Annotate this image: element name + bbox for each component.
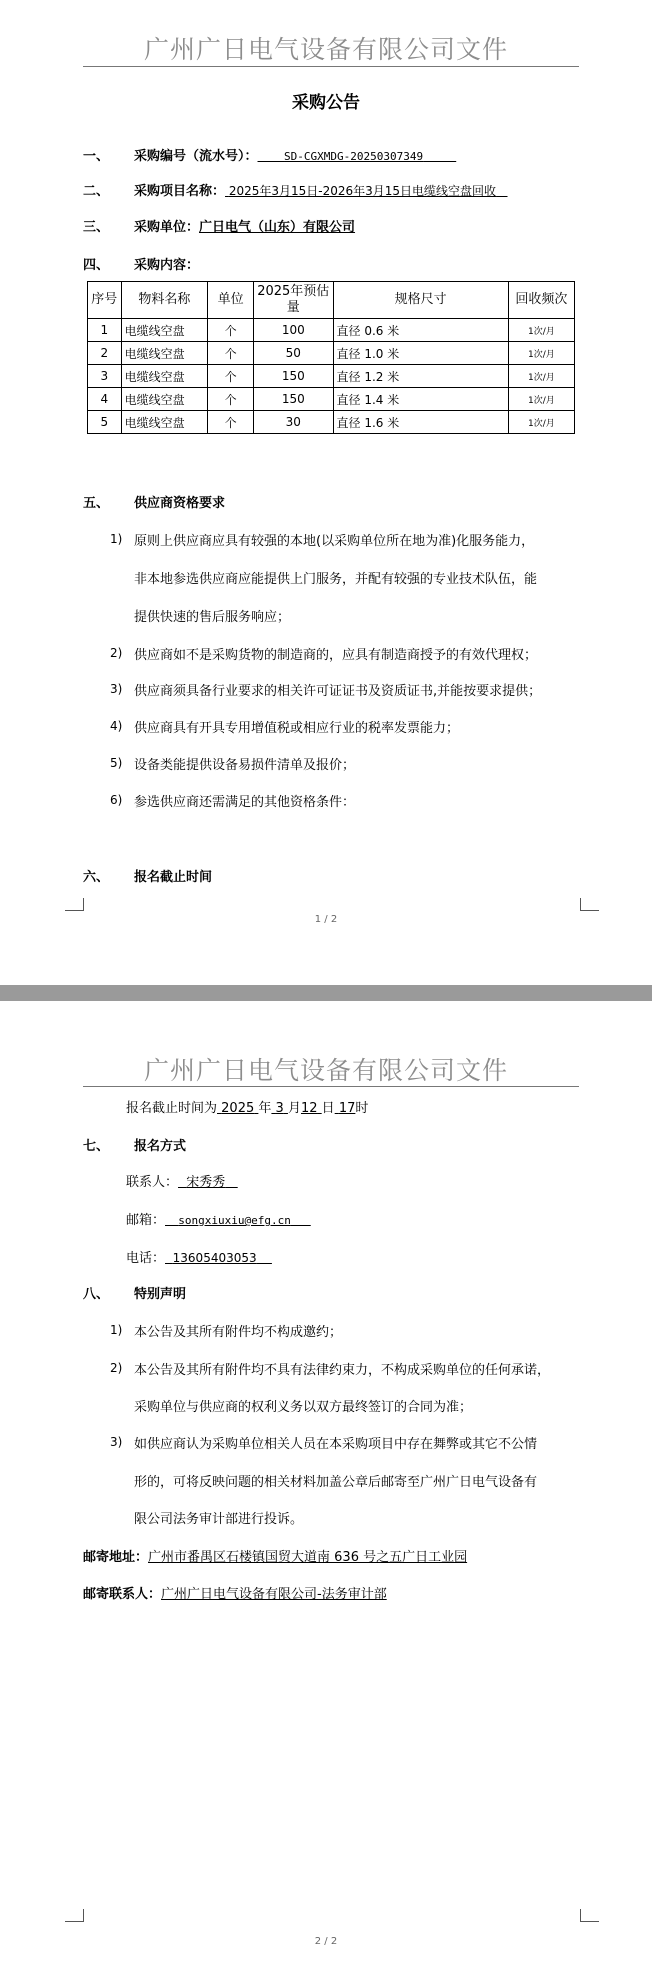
deadline-year-unit: 年 [258,1101,272,1116]
section-1-label [134,145,456,164]
requirement-4-number: 4) [110,719,123,733]
section-7-number: 七、 [83,1139,110,1154]
cell-spec: 直径 1.6 米 [333,411,508,434]
cell-material: 电缆线空盘 [121,411,208,434]
statement-3-line-1: 如供应商认为采购单位相关人员在本采购项目中存在舞弊或其它不公情 [134,1437,538,1452]
purchasing-unit-label: 采购单位： [134,220,200,235]
purchasing-unit-value: 广日电气（山东）有限公司 [199,220,356,235]
deadline-year: 2025 [221,1101,255,1116]
table-row [88,342,575,365]
cell-frequency: 1次/月 [508,365,574,388]
section-3-number: 三、 [83,220,110,235]
table-row [88,365,575,388]
cell-unit: 个 [208,365,254,388]
mailing-address-label: 邮寄地址： [83,1550,149,1565]
contact-phone-label: 电话： [126,1251,166,1266]
section-4-number: 四、 [83,258,110,273]
cell-material: 电缆线空盘 [121,388,208,411]
cell-frequency: 1次/月 [508,411,574,434]
company-header-title-p2: 广州广日电气设备有限公司文件 [143,1056,508,1085]
cell-seq: 1 [88,319,122,342]
requirement-5-line-1: 设备类能提供设备易损件清单及报价； [134,758,356,773]
col-header-frequency: 回收频次 [508,282,574,319]
requirement-6-number: 6) [110,793,123,807]
deadline-day: 12 [300,1101,318,1116]
mailing-recipient-label: 邮寄联系人： [83,1587,162,1602]
cell-seq: 5 [88,411,122,434]
contact-email-value[interactable]: songxiuxiu@efg.cn [178,1214,291,1227]
cell-unit: 个 [208,411,254,434]
deadline-hour-unit: 时 [355,1101,369,1116]
page-separator [0,985,652,1001]
deadline-hour: 17 [338,1101,356,1116]
contact-person-label: 联系人： [126,1175,179,1190]
procurement-items-table [87,281,575,434]
contact-person-line [126,1171,238,1190]
statement-2-line-2: 采购单位与供应商的权利义务以双方最终签订的合同为准； [134,1400,473,1415]
page-corner-mark-left-p2 [65,1909,84,1922]
cell-material: 电缆线空盘 [121,319,208,342]
procurement-number-value: SD-CGXMDG-20250307349 [284,150,424,163]
col-header-spec: 规格尺寸 [333,282,508,319]
statement-2-number: 2) [110,1361,123,1375]
cell-estimate: 150 [254,388,333,411]
statement-3-line-2: 形的，可将反映问题的相关材料加盖公章后邮寄至广州广日电气设备有 [134,1475,538,1490]
table-row [88,388,575,411]
requirement-6-line-1: 参选供应商还需满足的其他资格条件： [134,795,356,810]
section-5-number: 五、 [83,496,110,511]
requirement-1-number: 1) [110,532,123,546]
deadline-month-unit: 月 [287,1101,301,1116]
contact-phone-line [126,1247,272,1266]
cell-seq: 2 [88,342,122,365]
cell-spec: 直径 1.2 米 [333,365,508,388]
document-page-2 [0,1001,652,1961]
procurement-number-label: 采购编号（流水号）： [134,149,258,164]
deadline-month: 3 [275,1101,284,1116]
requirement-3-line-1: 供应商须具备行业要求的相关许可证证书及资质证书,并能按要求提供； [134,684,542,699]
deadline-day-unit: 日 [321,1101,335,1116]
page-corner-mark-right-p2 [580,1909,599,1922]
mailing-address-line [83,1546,467,1565]
col-header-material: 物料名称 [121,282,208,319]
cell-material: 电缆线空盘 [121,365,208,388]
project-name-label: 采购项目名称： [134,184,226,199]
cell-seq: 3 [88,365,122,388]
document-title: 采购公告 [292,93,360,113]
section-5-label: 供应商资格要求 [134,496,226,511]
table-row [88,411,575,434]
cell-material: 电缆线空盘 [121,342,208,365]
page-corner-mark-left [65,898,84,911]
page-number-1: 1 / 2 [314,914,338,925]
cell-unit: 个 [208,388,254,411]
col-header-seq: 序号 [88,282,122,319]
mailing-recipient-value: 广州广日电气设备有限公司-法务审计部 [161,1587,387,1602]
cell-frequency: 1次/月 [508,342,574,365]
col-header-unit: 单位 [208,282,254,319]
section-2-label [134,180,508,199]
mailing-recipient-line [83,1583,387,1602]
contact-phone-value: 13605403053 [172,1251,257,1265]
statement-3-line-3: 限公司法务审计部进行投诉。 [134,1512,304,1527]
cell-spec: 直径 1.4 米 [333,388,508,411]
cell-spec: 直径 1.0 米 [333,342,508,365]
cell-estimate: 30 [254,411,333,434]
requirement-2-line-1: 供应商如不是采购货物的制造商的，应具有制造商授予的有效代理权； [134,648,538,663]
deadline-prefix: 报名截止时间为 [126,1101,218,1116]
page-corner-mark-right [580,898,599,911]
cell-estimate: 50 [254,342,333,365]
section-7-label: 报名方式 [134,1139,187,1154]
section-4-label: 采购内容： [134,258,200,273]
requirement-5-number: 5) [110,756,123,770]
section-3-label [134,216,355,235]
cell-seq: 4 [88,388,122,411]
requirement-3-number: 3) [110,682,123,696]
requirement-2-number: 2) [110,646,123,660]
cell-unit: 个 [208,319,254,342]
deadline-line [126,1097,368,1116]
contact-email-label: 邮箱： [126,1213,166,1228]
col-header-estimate: 2025年预估量 [254,282,333,319]
contact-person-value: 宋秀秀 [186,1175,226,1190]
section-8-number: 八、 [83,1287,110,1302]
statement-2-line-1: 本公告及其所有附件均不具有法律约束力，不构成采购单位的任何承诺， [134,1363,551,1378]
cell-frequency: 1次/月 [508,388,574,411]
section-6-label: 报名截止时间 [134,870,213,885]
cell-frequency: 1次/月 [508,319,574,342]
section-6-number: 六、 [83,870,110,885]
company-header-title: 广州广日电气设备有限公司文件 [143,35,508,64]
header-divider-p2 [83,1086,579,1087]
requirement-4-line-1: 供应商具有开具专用增值税或相应行业的税率发票能力； [134,721,460,736]
page-number-2: 2 / 2 [314,1936,338,1947]
statement-1-line-1: 本公告及其所有附件均不构成邀约； [134,1325,343,1340]
mailing-address-value: 广州市番禺区石楼镇国贸大道南 636 号之五广日工业园 [148,1550,468,1565]
cell-spec: 直径 0.6 米 [333,319,508,342]
statement-1-number: 1) [110,1323,123,1337]
table-header-row [88,282,575,319]
header-divider [83,66,579,67]
project-name-value: 2025年3月15日-2026年3月15日电缆线空盘回收 [228,184,497,198]
cell-estimate: 100 [254,319,333,342]
requirement-1-line-1: 原则上供应商应具有较强的本地(以采购单位所在地为准)化服务能力， [134,534,535,549]
table-row [88,319,575,342]
cell-estimate: 150 [254,365,333,388]
requirement-1-line-2: 非本地参选供应商应能提供上门服务，并配有较强的专业技术队伍，能 [134,572,538,587]
section-2-number: 二、 [83,184,110,199]
cell-unit: 个 [208,342,254,365]
section-8-label: 特别声明 [134,1287,187,1302]
contact-email-line [126,1209,311,1228]
section-1-number: 一、 [83,149,110,164]
statement-3-number: 3) [110,1435,123,1449]
requirement-1-line-3: 提供快速的售后服务响应； [134,610,291,625]
